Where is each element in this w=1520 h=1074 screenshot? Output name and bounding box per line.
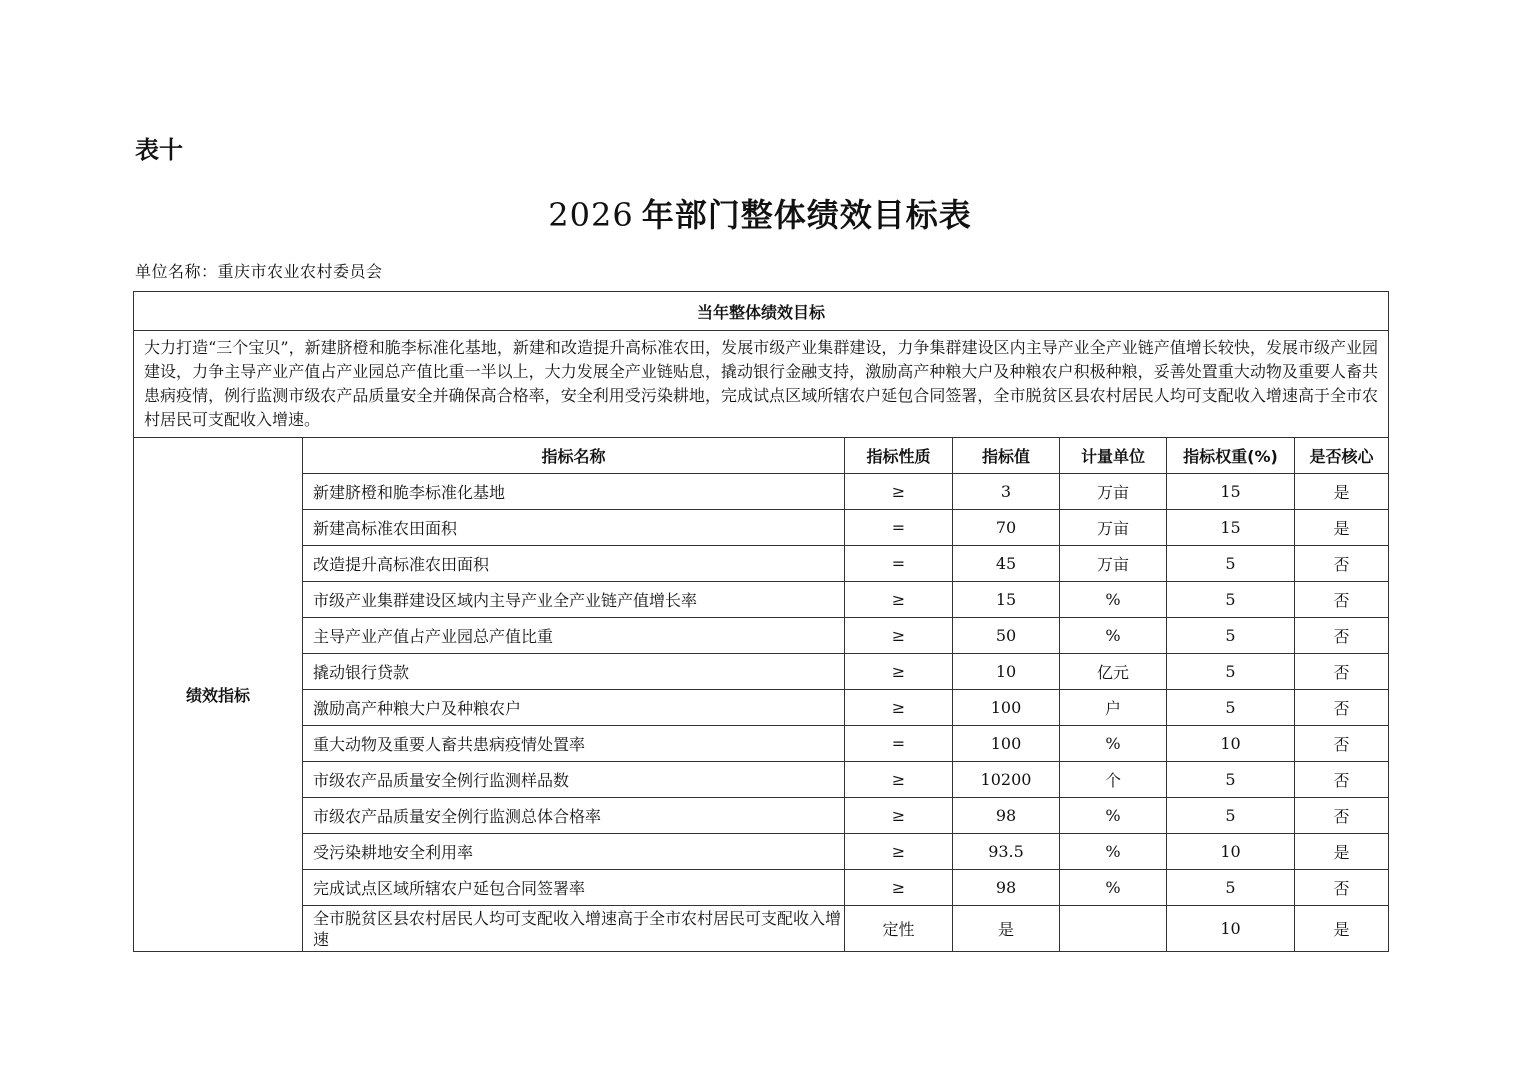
indicator-name: 重大动物及重要人畜共患病疫情处置率: [303, 726, 845, 762]
indicator-value: 10: [953, 654, 1060, 690]
indicator-weight: 5: [1167, 762, 1295, 798]
indicator-core: 否: [1295, 690, 1389, 726]
indicator-weight: 5: [1167, 870, 1295, 906]
indicator-name: 激励高产种粮大户及种粮农户: [303, 690, 845, 726]
indicator-weight: 15: [1167, 510, 1295, 546]
indicator-core: 是: [1295, 510, 1389, 546]
indicator-unit: 个: [1060, 762, 1167, 798]
indicator-value: 93.5: [953, 834, 1060, 870]
indicator-name: 市级农产品质量安全例行监测总体合格率: [303, 798, 845, 834]
indicator-core: 否: [1295, 870, 1389, 906]
indicator-weight: 5: [1167, 582, 1295, 618]
document-title: [0, 190, 1520, 236]
table-row: [134, 546, 1389, 582]
indicator-value: 3: [953, 474, 1060, 510]
indicator-nature: ≥: [845, 870, 953, 906]
column-header-weight: 指标权重(%): [1167, 438, 1295, 474]
performance-goal-table: [133, 291, 1389, 952]
indicator-weight: 5: [1167, 690, 1295, 726]
indicator-name: 主导产业产值占产业园总产值比重: [303, 618, 845, 654]
column-header-unit: 计量单位: [1060, 438, 1167, 474]
indicator-name: 新建脐橙和脆李标准化基地: [303, 474, 845, 510]
indicator-nature: ≥: [845, 690, 953, 726]
indicator-nature: ≥: [845, 798, 953, 834]
indicator-core: 否: [1295, 654, 1389, 690]
indicator-nature: ≥: [845, 582, 953, 618]
column-header-value: 指标值: [953, 438, 1060, 474]
indicator-unit: 户: [1060, 690, 1167, 726]
indicator-value: 98: [953, 798, 1060, 834]
indicator-weight: 5: [1167, 654, 1295, 690]
table-row: [134, 834, 1389, 870]
table-row: [134, 906, 1389, 952]
title-year: 2026: [548, 196, 634, 234]
table-row: [134, 798, 1389, 834]
table-row: [134, 870, 1389, 906]
section-header: 当年整体绩效目标: [134, 292, 1389, 331]
table-row: [134, 762, 1389, 798]
indicator-core: 是: [1295, 906, 1389, 952]
indicator-unit: %: [1060, 870, 1167, 906]
indicator-name: 完成试点区域所辖农户延包合同签署率: [303, 870, 845, 906]
indicator-name: 撬动银行贷款: [303, 654, 845, 690]
indicator-core: 否: [1295, 726, 1389, 762]
indicator-core: 是: [1295, 474, 1389, 510]
indicator-value: 45: [953, 546, 1060, 582]
indicator-weight: 10: [1167, 834, 1295, 870]
table-row: [134, 510, 1389, 546]
indicator-weight: 5: [1167, 546, 1295, 582]
table-row: [134, 618, 1389, 654]
indicator-unit: %: [1060, 582, 1167, 618]
indicator-weight: 5: [1167, 798, 1295, 834]
indicator-value: 100: [953, 726, 1060, 762]
indicator-unit: 万亩: [1060, 510, 1167, 546]
indicator-unit: 万亩: [1060, 474, 1167, 510]
overall-goal-text: 大力打造“三个宝贝”，新建脐橙和脆李标准化基地，新建和改造提升高标准农田，发展市级产业集群建设，力争集群建设区内主导产业全产业链产值增长较快，发展市级产业园建设，力争主导产业产值占产业园总产值比重一半以上，大力发展全产业链贴息，撬动银行金融支持，激励高产种粮大户及种粮农户积极种粮，妥善处置重大动物及重要人畜共患病疫情，例行监测市级农产品质量安全并确保高合格率，安全利用受污染耕地，完成试点区域所辖农户延包合同签署，全市脱贫区县农村居民人均可支配收入增速高于全市农村居民可支配收入增速。: [134, 331, 1389, 438]
indicator-core: 是: [1295, 834, 1389, 870]
table-number-label: 表十: [135, 136, 183, 164]
indicator-nature: =: [845, 510, 953, 546]
indicator-nature: ≥: [845, 654, 953, 690]
indicator-unit: 亿元: [1060, 654, 1167, 690]
indicator-nature: 定性: [845, 906, 953, 952]
indicator-unit: %: [1060, 726, 1167, 762]
table-row: [134, 726, 1389, 762]
indicator-name: 市级农产品质量安全例行监测样品数: [303, 762, 845, 798]
indicator-nature: ≥: [845, 834, 953, 870]
column-header-nature: 指标性质: [845, 438, 953, 474]
indicator-unit: %: [1060, 618, 1167, 654]
unit-name-line: 单位名称：重庆市农业农村委员会: [135, 262, 383, 281]
indicator-weight: 5: [1167, 618, 1295, 654]
table-row: [134, 654, 1389, 690]
indicator-value: 98: [953, 870, 1060, 906]
indicator-nature: ≥: [845, 762, 953, 798]
category-cell: 绩效指标: [134, 438, 303, 952]
column-header-core: 是否核心: [1295, 438, 1389, 474]
indicator-weight: 10: [1167, 906, 1295, 952]
indicator-value: 50: [953, 618, 1060, 654]
indicator-weight: 10: [1167, 726, 1295, 762]
indicator-value: 10200: [953, 762, 1060, 798]
indicator-unit: 万亩: [1060, 546, 1167, 582]
indicator-weight: 15: [1167, 474, 1295, 510]
indicator-nature: ≥: [845, 618, 953, 654]
table-row: [134, 474, 1389, 510]
title-text: 年部门整体绩效目标表: [641, 196, 972, 234]
indicator-name: 受污染耕地安全利用率: [303, 834, 845, 870]
indicator-name: 市级产业集群建设区域内主导产业全产业链产值增长率: [303, 582, 845, 618]
column-header-name: 指标名称: [303, 438, 845, 474]
indicator-unit: %: [1060, 834, 1167, 870]
indicator-value: 是: [953, 906, 1060, 952]
indicator-name: 全市脱贫区县农村居民人均可支配收入增速高于全市农村居民可支配收入增速: [303, 906, 845, 952]
indicator-name: 改造提升高标准农田面积: [303, 546, 845, 582]
table-row: [134, 582, 1389, 618]
indicator-value: 70: [953, 510, 1060, 546]
indicator-name: 新建高标准农田面积: [303, 510, 845, 546]
indicator-value: 15: [953, 582, 1060, 618]
indicator-nature: =: [845, 546, 953, 582]
indicator-core: 否: [1295, 546, 1389, 582]
indicator-unit: [1060, 906, 1167, 952]
indicator-nature: =: [845, 726, 953, 762]
indicator-core: 否: [1295, 582, 1389, 618]
indicator-value: 100: [953, 690, 1060, 726]
indicator-core: 否: [1295, 762, 1389, 798]
indicator-core: 否: [1295, 618, 1389, 654]
table-row: [134, 690, 1389, 726]
indicator-header-row: [134, 438, 1389, 474]
indicator-nature: ≥: [845, 474, 953, 510]
indicator-unit: %: [1060, 798, 1167, 834]
indicator-core: 否: [1295, 798, 1389, 834]
